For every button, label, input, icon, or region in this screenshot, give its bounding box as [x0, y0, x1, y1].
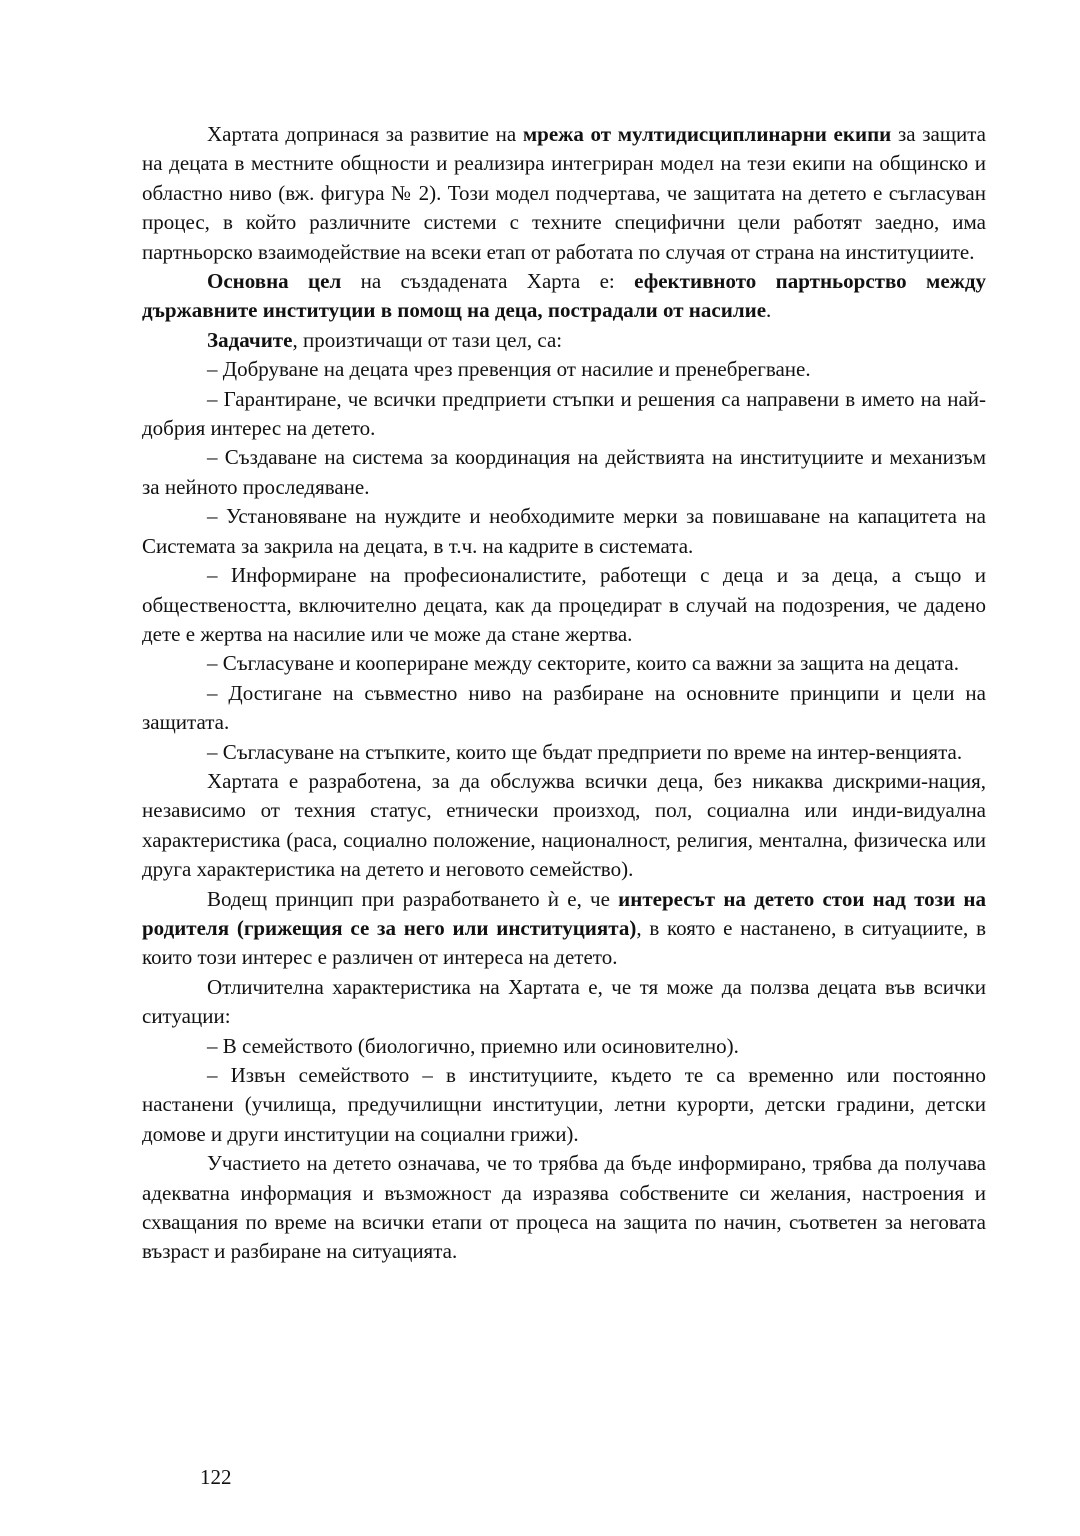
text-run: – Добруване на децата чрез превенция от насилие и пренебрегване. — [207, 357, 811, 382]
bold-text: ефективното партньорство между държавните институции в помощ на деца, пострадали от насилие — [142, 269, 987, 323]
text-run: – Информиране на професионалистите, работещи с деца и за деца, а също и обществеността, включително децата, как да процедират в случай на подозрения, че дадено дете е жертва на насилие или че може да стане жертва. — [142, 563, 986, 646]
paragraph — [142, 267, 986, 326]
paragraph — [142, 1149, 986, 1267]
paragraph — [142, 1061, 986, 1149]
paragraph — [142, 443, 986, 502]
text-run: , в която е настанено, в ситуациите, в които този интерес е различен от интереса на детето. — [142, 915, 986, 970]
bold-text: мрежа от мултидисциплинарни екипи — [522, 122, 892, 146]
paragraph — [142, 738, 986, 767]
paragraph — [142, 973, 986, 1032]
text-run: за защита на децата в местните общности и реализира интегриран модел на тези екипи на общинско и областно ниво (вж. фигура № 2). Този модел подчертава, че защитата на детето е съгласуван процес, в който различните системи с техните специфични цели работят заедно, има партньорско взаимодействие на всеки етап от работата по случая от страна на институциите. — [142, 122, 986, 264]
bold-text: интересът на детето стои над този на родителя (грижещия се за него или институцията) — [142, 886, 986, 940]
paragraph — [142, 326, 986, 355]
text-run: на създадената Харта е: — [341, 269, 635, 294]
paragraph — [142, 385, 986, 444]
text-run: Участието на детето означава, че то трябва да бъде информирано, трябва да получава адекватна информация и възможност да изразява собствените си желания, настроения и схващания по време на всички етапи от процеса на защита по начин, съответен за неговата възраст и разбиране на ситуацията. — [142, 1151, 986, 1264]
text-run: – Извън семейството – в институциите, където те са временно или постоянно настанени (училища, предучилищни институции, летни курорти, детски градини, детски домове и други институции на социални грижи). — [142, 1063, 986, 1146]
paragraph — [142, 649, 986, 678]
paragraph — [142, 120, 986, 267]
text-run: . — [766, 298, 772, 323]
paragraph — [142, 355, 986, 384]
text-run: – Съгласуване на стъпките, които ще бъдат предприети по време на интер-венцията. — [207, 739, 963, 764]
text-run: Хартата допринася за развитие на — [207, 122, 523, 146]
paragraph — [142, 1032, 986, 1061]
paragraph — [142, 767, 986, 885]
text-run: Хартата е разработена, за да обслужва всички деца, без никаква дискрими-нация, независимо от техния статус, етнически произход, пол, социална или инди-видуална характеристика (раса, социално положение, националност, религия, ментална, физическа или друга характеристика на детето и неговото семейство). — [142, 768, 986, 882]
text-run: – Гарантиране, че всички предприети стъпки и решения са направени в името на най-добрия интерес на детето. — [142, 386, 986, 441]
paragraph — [142, 561, 986, 649]
body-text — [142, 120, 986, 1267]
bold-text: Задачите — [207, 327, 293, 352]
text-run: – Достигане на съвместно ниво на разбиране на основните принципи и цели на защитата. — [142, 680, 986, 735]
page-number: 122 — [200, 1465, 232, 1489]
paragraph — [142, 679, 986, 738]
paragraph — [142, 502, 986, 561]
bold-text: Основна цел — [207, 269, 342, 294]
text-run: Отличителна характеристика на Хартата е, че тя може да ползва децата във всички ситуации: — [142, 974, 986, 1029]
paragraph — [142, 885, 986, 973]
text-run: – Съгласуване и коопериране между секторите, които са важни за защита на децата. — [207, 651, 959, 676]
text-run: Водещ принцип при разработването ѝ е, че — [207, 886, 619, 911]
text-run: – Създаване на система за координация на действията на институциите и механизъм за нейното проследяване. — [142, 445, 986, 499]
text-run: , произтичащи от тази цел, са: — [292, 327, 563, 352]
text-run: – В семейството (биологично, приемно или осиновително). — [207, 1033, 739, 1058]
text-run: – Установяване на нуждите и необходимите мерки за повишаване на капацитета на Системата за закрила на децата, в т.ч. на кадрите в системата. — [142, 504, 986, 558]
